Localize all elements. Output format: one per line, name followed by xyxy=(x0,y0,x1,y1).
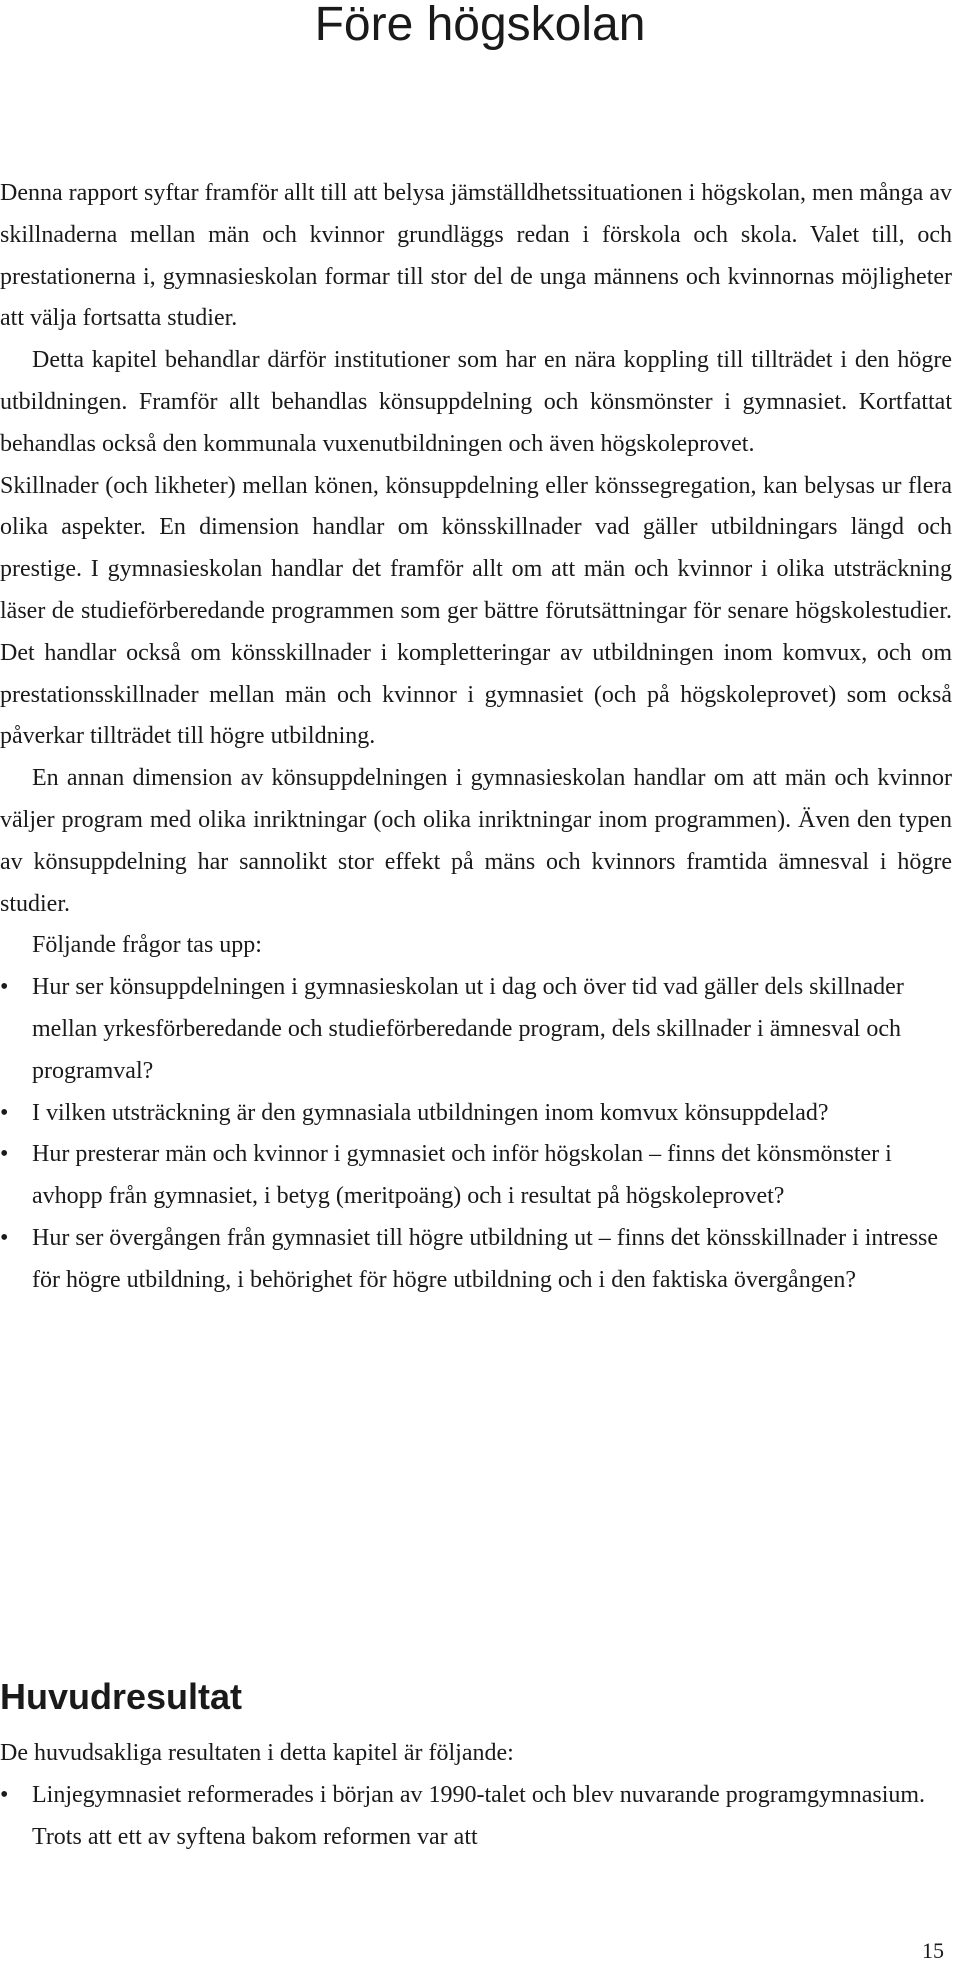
question-item xyxy=(0,1093,952,1135)
bullet-icon: • xyxy=(0,1224,9,1251)
question-item xyxy=(0,1218,952,1302)
question-item xyxy=(0,967,952,1092)
bullet-icon: • xyxy=(0,1099,9,1126)
bullet-icon: • xyxy=(0,1781,9,1808)
intro-paragraph: Denna rapport syftar framför allt till att belysa jämställdhetssituationen i högskolan, men många av skillnaderna mellan män och kvinnor grundläggs redan i förskola och skola. Valet till, och prestationerna i, gymnasieskolan formar till stor del de unga männens och kvinnornas möjligheter att välja fortsatta studier. xyxy=(0,180,952,332)
question-item xyxy=(0,1134,952,1218)
result-text: Linjegymnasiet reformerades i början av 1990-talet och blev nuvarande programgymnasium. Trots att ett av syftena bakom reformen var att xyxy=(32,1781,926,1850)
results-list xyxy=(0,1775,952,1859)
results-section xyxy=(0,1733,952,1858)
bullet-icon: • xyxy=(0,1141,9,1168)
intro-paragraph: Detta kapitel behandlar därför institutioner som har en nära koppling till tillträdet i den högre utbildningen. Framför allt behandlas könsuppdelning och könsmönster i gymnasiet. Kortfattat behandlas också den kommunala vuxenutbildningen och även högskoleprovet. xyxy=(0,347,952,457)
page-title: Före högskolan xyxy=(314,0,646,51)
question-text: Hur presterar män och kvinnor i gymnasiet och inför högskolan – finns det könsmönster i avhopp från gymnasiet, i betyg (meritpoäng) och i resultat på högskoleprovet? xyxy=(32,1141,892,1210)
results-lead: De huvudsakliga resultaten i detta kapitel är följande: xyxy=(0,1740,514,1766)
intro-paragraph: Skillnader (och likheter) mellan könen, könsuppdelning eller könssegregation, kan belysas ur flera olika aspekter. En dimension handlar om könsskillnader vad gäller utbildningars längd och prestige. I gymnasieskolan handlar det framför allt om att män och kvinnor i olika utsträckning läser de studieförberedande programmen som ger bättre förutsättningar för senare högskolestudier. Det handlar också om könsskillnader i kompletteringar av utbildningen inom komvux, och om prestationsskillnader mellan män och kvinnor i gymnasiet (och på högskoleprovet) som också påverkar tillträdet till högre utbildning. xyxy=(0,472,952,750)
section-heading: Huvudresultat xyxy=(0,1676,243,1717)
question-text: I vilken utsträckning är den gymnasiala utbildningen inom komvux könsuppdelad? xyxy=(32,1099,829,1126)
intro-paragraph: En annan dimension av könsuppdelningen i gymnasieskolan handlar om att män och kvinnor väljer program med olika inriktningar (och olika inriktningar inom programmen). Även den typen av könsuppdelning har sannolikt stor effekt på mäns och kvinnors framtida ämnesval i högre studier. xyxy=(0,765,952,917)
questions-list xyxy=(0,967,952,1301)
intro-section xyxy=(0,173,952,1302)
question-text: Hur ser könsuppdelningen i gymnasieskolan ut i dag och över tid vad gäller dels skillnader mellan yrkesförberedande och studieförberedande program, dels skillnader i ämnesval och programval? xyxy=(32,974,904,1084)
questions-lead: Följande frågor tas upp: xyxy=(32,932,262,959)
bullet-icon: • xyxy=(0,974,9,1001)
result-item xyxy=(0,1775,952,1859)
question-text: Hur ser övergången från gymnasiet till högre utbildning ut – finns det könsskillnader i intresse för högre utbildning, i behörighet för högre utbildning och i den faktiska övergången? xyxy=(32,1224,939,1293)
page-number: 15 xyxy=(922,1938,944,1963)
